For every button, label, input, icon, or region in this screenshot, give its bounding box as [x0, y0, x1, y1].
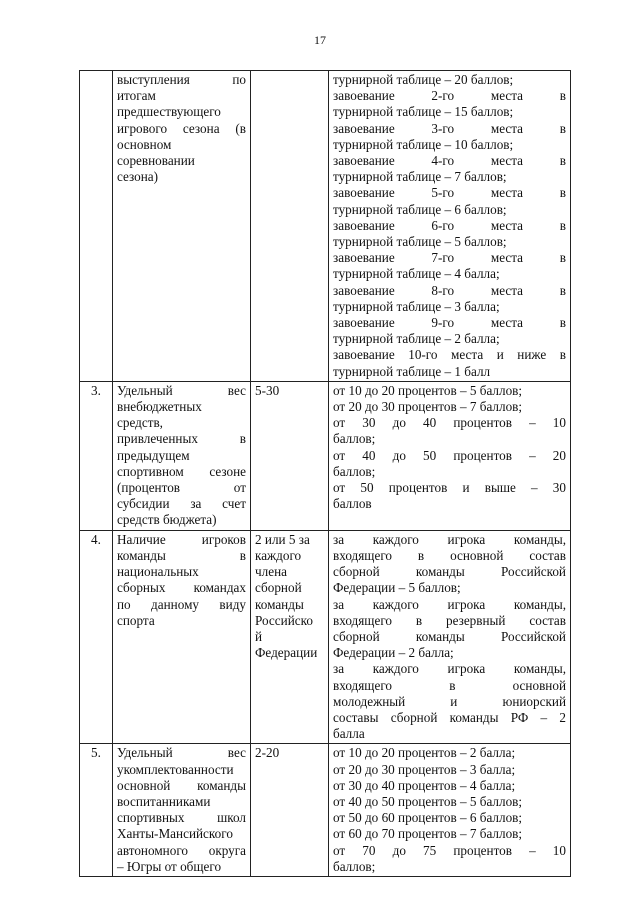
points-line: завоевание 6-го места в	[333, 217, 566, 233]
criterion-line: основном	[117, 136, 172, 152]
value-cell	[251, 71, 329, 382]
value-line: каждого	[255, 547, 302, 563]
criterion-line: по данному виду	[117, 596, 246, 612]
criterion-line: сезона)	[117, 169, 159, 185]
points-item	[333, 810, 566, 826]
points-item	[333, 762, 566, 778]
points-line: турнирной таблице – 20 баллов;	[333, 72, 514, 87]
criterion-line: Удельный вес	[117, 745, 246, 761]
criterion-line: основной команды	[117, 777, 246, 793]
criterion-line: Ханты-Мансийского	[117, 826, 233, 842]
value-line: й	[255, 628, 263, 644]
points-line: сборной команды Российской	[333, 564, 566, 580]
points-line: от 10 до 20 процентов – 5 баллов;	[333, 382, 523, 398]
points-item	[333, 415, 566, 447]
criterion-line: сборных командах	[117, 580, 246, 596]
points-line: завоевание 8-го места в	[333, 282, 566, 298]
points-line: турнирной таблице – 2 балла;	[333, 331, 500, 347]
value-line: члена	[255, 564, 287, 580]
criterion-line: Наличие игроков	[117, 531, 246, 547]
points-line: завоевание 7-го места в	[333, 250, 566, 266]
points-line: баллов;	[333, 463, 376, 479]
criterion-cell	[113, 71, 251, 382]
points-line: от 50 процентов и выше – 30	[333, 480, 566, 496]
points-line: завоевание 4-го места в	[333, 153, 566, 169]
criterion-line: предшествующего	[117, 104, 221, 120]
criterion-line: игрового сезона (в	[117, 120, 246, 136]
value-line: 2 или 5 за	[255, 531, 310, 547]
value-line: сборной	[255, 580, 302, 596]
points-line: завоевание 5-го места в	[333, 185, 566, 201]
table-row	[80, 744, 571, 877]
points-line: завоевание 9-го места в	[333, 315, 566, 331]
points-line: завоевание 2-го места в	[333, 88, 566, 104]
criterion-line: укомплектованности	[117, 761, 234, 777]
criterion-line: средств бюджета)	[117, 512, 217, 528]
value-cell	[251, 744, 329, 877]
points-item	[333, 218, 566, 250]
points-line: от 30 до 40 процентов – 4 балла;	[333, 777, 516, 793]
criterion-line: национальных	[117, 564, 199, 580]
points-item	[333, 383, 566, 399]
points-item	[333, 283, 566, 315]
points-line: сборной команды Российской	[333, 628, 566, 644]
criterion-line: предыдущем	[117, 447, 190, 463]
criterion-line: субсидии за счет	[117, 496, 246, 512]
points-item	[333, 480, 566, 512]
points-line: за каждого игрока команды,	[333, 531, 566, 547]
points-line: от 30 до 40 процентов – 10	[333, 415, 566, 431]
criterion-cell	[113, 381, 251, 530]
points-line: Федерации – 5 баллов;	[333, 580, 461, 596]
row-number	[80, 71, 113, 382]
table-row	[80, 71, 571, 382]
criterion-line: привлеченных в	[117, 431, 246, 447]
criterion-line: выступления по	[117, 72, 246, 87]
points-line: от 20 до 30 процентов – 3 балла;	[333, 761, 516, 777]
criterion-line: спортивных школ	[117, 810, 246, 826]
points-line: от 50 до 60 процентов – 6 баллов;	[333, 810, 523, 826]
points-item	[333, 745, 566, 761]
points-item	[333, 778, 566, 794]
points-line: турнирной таблице – 10 баллов;	[333, 136, 514, 152]
row-number: 3.	[80, 381, 113, 530]
table-row	[80, 530, 571, 744]
points-cell	[329, 744, 571, 877]
points-line: баллов;	[333, 431, 376, 447]
criterion-line: спорта	[117, 612, 155, 628]
value-cell	[251, 381, 329, 530]
points-line: входящего в резервный состав	[333, 612, 566, 628]
points-line: турнирной таблице – 3 балла;	[333, 298, 500, 314]
points-line: баллов;	[333, 858, 376, 874]
points-cell	[329, 71, 571, 382]
points-item	[333, 185, 566, 217]
points-line: от 60 до 70 процентов – 7 баллов;	[333, 826, 523, 842]
value-line: 5-30	[255, 382, 280, 398]
points-line: за каждого игрока команды,	[333, 596, 566, 612]
points-item	[333, 72, 566, 88]
points-line: турнирной таблице – 7 баллов;	[333, 169, 507, 185]
criterion-line: Удельный вес	[117, 382, 246, 398]
criterion-cell	[113, 744, 251, 877]
value-line: 2-20	[255, 745, 280, 761]
points-line: турнирной таблице – 1 балл	[333, 363, 491, 379]
points-item	[333, 448, 566, 480]
points-line: за каждого игрока команды,	[333, 661, 566, 677]
criterion-line: автономного округа	[117, 842, 246, 858]
points-item	[333, 597, 566, 662]
points-line: входящего в основной состав	[333, 547, 566, 563]
criterion-line: соревновании	[117, 153, 195, 169]
points-line: от 10 до 20 процентов – 2 балла;	[333, 745, 516, 761]
criterion-line: (процентов от	[117, 480, 246, 496]
value-line: Федерации	[255, 645, 318, 661]
points-cell	[329, 381, 571, 530]
points-item	[333, 661, 566, 742]
points-line: входящего в основной	[333, 677, 566, 693]
criterion-line: итогам	[117, 88, 156, 104]
value-line: команды	[255, 596, 304, 612]
points-line: турнирной таблице – 5 баллов;	[333, 234, 507, 250]
page-number: 17	[314, 33, 326, 47]
points-item	[333, 794, 566, 810]
points-item	[333, 843, 566, 875]
criterion-line: внебюджетных	[117, 399, 202, 415]
points-item	[333, 250, 566, 282]
criterion-line: команды в	[117, 547, 246, 563]
row-number: 4.	[80, 530, 113, 744]
criteria-table	[79, 70, 571, 877]
points-line: турнирной таблице – 15 баллов;	[333, 104, 514, 120]
points-line: балла	[333, 726, 365, 742]
points-line: турнирной таблице – 6 баллов;	[333, 201, 507, 217]
value-line: Российско	[255, 612, 313, 628]
points-line: от 20 до 30 процентов – 7 баллов;	[333, 399, 523, 415]
criterion-line: средств,	[117, 415, 163, 431]
points-item	[333, 826, 566, 842]
table-row	[80, 381, 571, 530]
points-line: завоевание 3-го места в	[333, 120, 566, 136]
points-line: от 40 до 50 процентов – 20	[333, 447, 566, 463]
row-number: 5.	[80, 744, 113, 877]
points-item	[333, 88, 566, 120]
criterion-line: – Югры от общего	[117, 858, 222, 874]
points-line: турнирной таблице – 4 балла;	[333, 266, 500, 282]
points-line: составы сборной команды РФ – 2	[333, 709, 566, 725]
criterion-cell	[113, 530, 251, 744]
points-item	[333, 399, 566, 415]
points-cell	[329, 530, 571, 744]
points-item	[333, 153, 566, 185]
points-item	[333, 347, 566, 379]
criterion-line: спортивном сезоне	[117, 463, 246, 479]
points-line: от 70 до 75 процентов – 10	[333, 842, 566, 858]
points-line: баллов	[333, 496, 372, 512]
points-line: Федерации – 2 балла;	[333, 645, 454, 661]
points-item	[333, 315, 566, 347]
points-item	[333, 532, 566, 597]
points-item	[333, 121, 566, 153]
points-line: от 40 до 50 процентов – 5 баллов;	[333, 793, 523, 809]
criterion-line: воспитанниками	[117, 793, 211, 809]
value-cell	[251, 530, 329, 744]
points-line: завоевание 10-го места и ниже в	[333, 347, 566, 363]
points-line: молодежный и юниорский	[333, 693, 566, 709]
